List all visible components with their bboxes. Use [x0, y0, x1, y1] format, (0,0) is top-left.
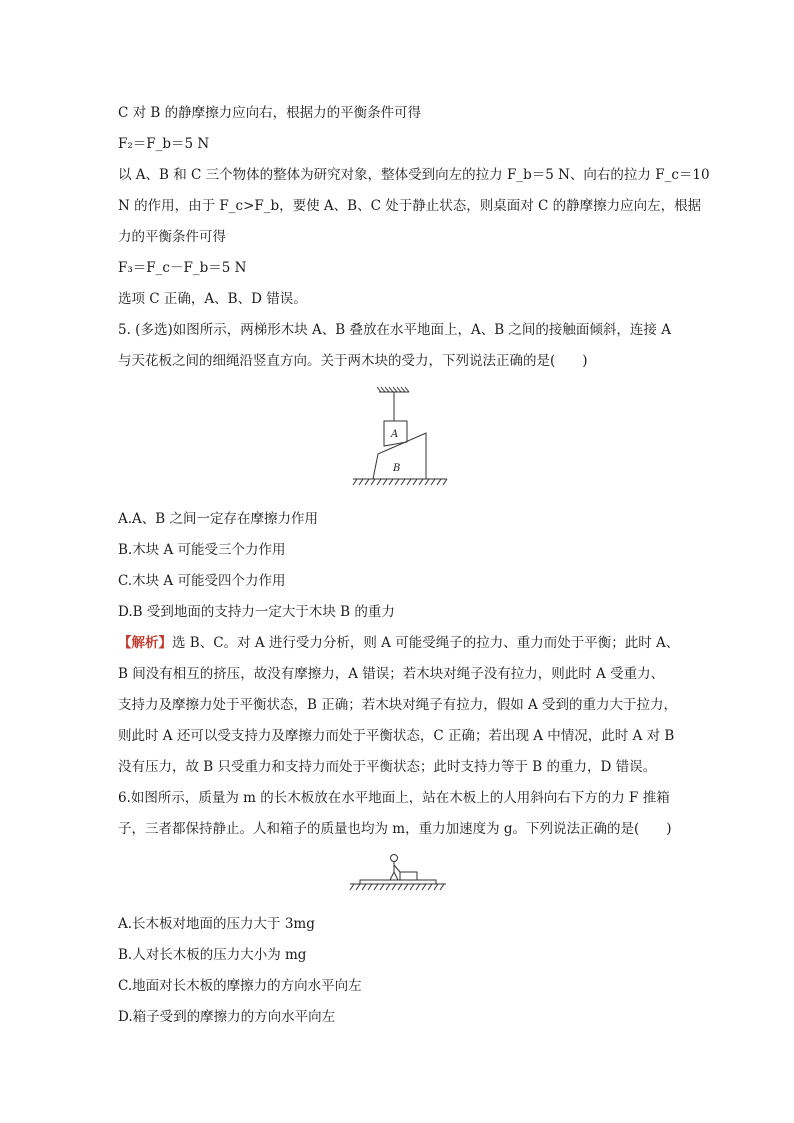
option-b: B.人对长木板的压力大小为 mg: [118, 947, 307, 963]
option-d: D.B 受到地面的支持力一定大于木块 B 的重力: [118, 604, 395, 620]
option-c: C.木块 A 可能受四个力作用: [118, 573, 286, 589]
text-line: 选项 C 正确，A、B、D 错误。: [118, 291, 307, 307]
question-6-stem: 6.如图所示，质量为 m 的长木板放在水平地面上，站在木板上的人用斜向右下方的力 F 推箱: [118, 790, 670, 806]
text-line: F₃＝F_c－F_b＝5 N: [118, 260, 247, 276]
figure-stacked-blocks: [345, 386, 455, 488]
question-5-stem: 5. (多选)如图所示，两梯形木块 A、B 叠放在水平地面上，A、B 之间的接触面倾斜，连接 A: [118, 322, 671, 338]
analysis-line: B 间没有相互的挤压，故没有摩擦力，A 错误；若木块对绳子没有拉力，则此时 A 受重力、: [118, 666, 665, 682]
option-a: A.A、B 之间一定存在摩擦力作用: [118, 511, 319, 527]
analysis-line: 则此时 A 还可以受支持力及摩擦力而处于平衡状态，C 正确；若出现 A 中情况，此时 A 对 B: [118, 728, 675, 744]
text-line: 以 A、B 和 C 三个物体的整体为研究对象，整体受到向左的拉力 F_b＝5 N、向右的拉力 F_c＝10: [118, 167, 710, 183]
option-a: A.长木板对地面的压力大于 3mg: [118, 916, 315, 932]
block-a-label: A: [391, 429, 399, 440]
option-d: D.箱子受到的摩擦力的方向水平向左: [118, 1009, 336, 1025]
option-c: C.地面对长木板的摩擦力的方向水平向左: [118, 978, 362, 994]
analysis-line: 支持力及摩擦力处于平衡状态，B 正确；若木块对绳子有拉力，假如 A 受到的重力大于拉力，: [118, 697, 678, 713]
question-6-stem: 子，三者都保持静止。人和箱子的质量也均为 m，重力加速度为 g。下列说法正确的是( ): [118, 821, 672, 837]
analysis-label: 【解析】: [118, 635, 172, 651]
block-b-label: B: [393, 463, 401, 474]
text-line: F₂＝F_b＝5 N: [118, 136, 210, 152]
analysis-line: 【解析】选 B、C。对 A 进行受力分析，则 A 可能受绳子的拉力、重力而处于平衡；此时 A、: [118, 635, 680, 651]
question-5-stem: 与天花板之间的细绳沿竖直方向。关于两木块的受力，下列说法正确的是( ): [118, 353, 588, 369]
text-line: 力的平衡条件可得: [118, 229, 226, 245]
text-line: N 的作用，由于 F_c>F_b，要使 A、B、C 处于静止状态，则桌面对 C 的静摩擦力应向左，根据: [118, 198, 702, 214]
figure-person-box-board: [348, 852, 448, 894]
text-line: C 对 B 的静摩擦力应向右，根据力的平衡条件可得: [118, 105, 422, 121]
analysis-line: 没有压力，故 B 只受重力和支持力而处于平衡状态；此时支持力等于 B 的重力，D 错误。: [118, 759, 657, 775]
option-b: B.木块 A 可能受三个力作用: [118, 542, 286, 558]
